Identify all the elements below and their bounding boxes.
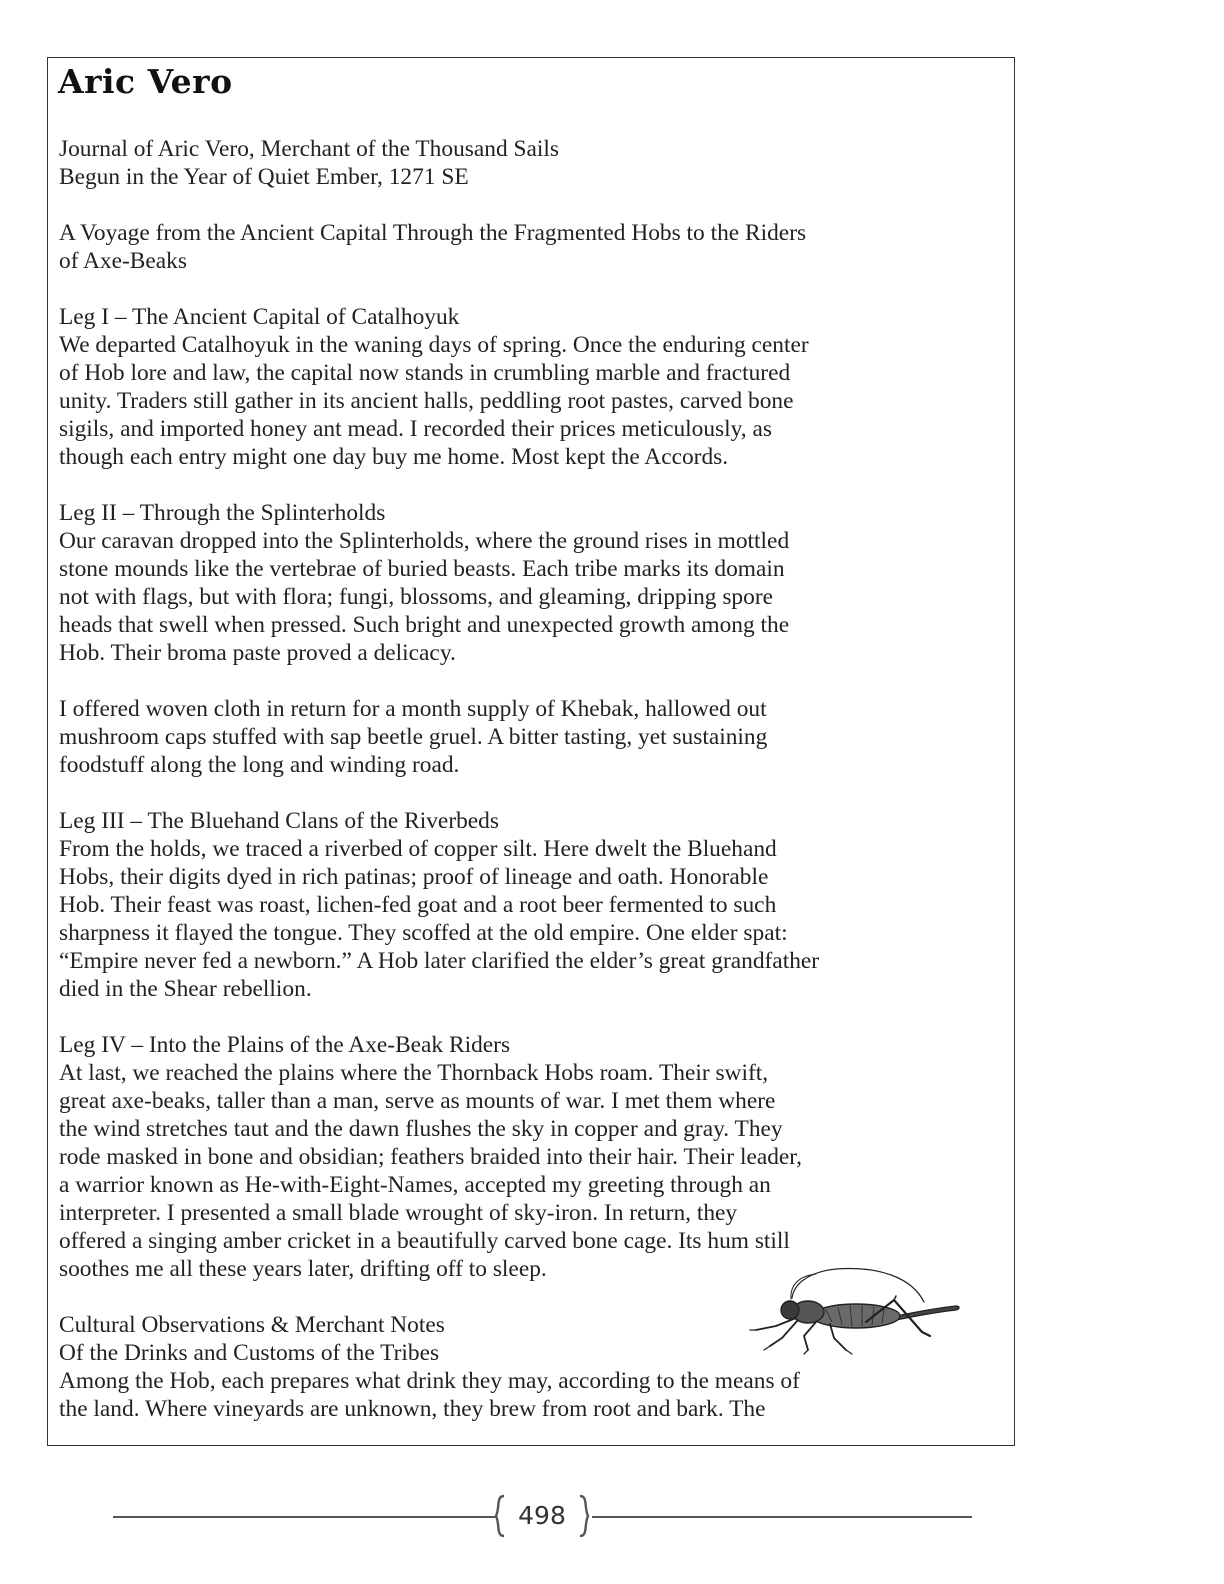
text-line: Among the Hob, each prepares what drink they may, according to the means of bbox=[59, 1368, 800, 1394]
paragraph bbox=[59, 303, 1009, 471]
text-line: Leg III – The Bluehand Clans of the Riverbeds bbox=[59, 808, 499, 834]
text-line: Hob. Their broma paste proved a delicacy. bbox=[59, 640, 456, 666]
text-line: though each entry might one day buy me home. Most kept the Accords. bbox=[59, 444, 729, 470]
text-line: died in the Shear rebellion. bbox=[59, 976, 312, 1002]
text-line: Leg IV – Into the Plains of the Axe-Beak Riders bbox=[59, 1032, 511, 1058]
page-title: Aric Vero bbox=[58, 62, 233, 101]
text-line: offered a singing amber cricket in a beautifully carved bone cage. Its hum still bbox=[59, 1228, 790, 1254]
text-line: of Hob lore and law, the capital now stands in crumbling marble and fractured bbox=[59, 360, 791, 386]
text-line: Of the Drinks and Customs of the Tribes bbox=[59, 1340, 440, 1366]
text-line: unity. Traders still gather in its ancient halls, peddling root pastes, carved bone bbox=[59, 388, 794, 414]
text-line: Our caravan dropped into the Splinterholds, where the ground rises in mottled bbox=[59, 528, 790, 554]
text-line: stone mounds like the vertebrae of buried beasts. Each tribe marks its domain bbox=[59, 556, 785, 582]
text-line: A Voyage from the Ancient Capital Through the Fragmented Hobs to the Riders bbox=[59, 220, 807, 246]
text-line: I offered woven cloth in return for a month supply of Khebak, hallowed out bbox=[59, 696, 767, 722]
paragraph bbox=[59, 695, 1009, 779]
text-line: the wind stretches taut and the dawn flushes the sky in copper and gray. They bbox=[59, 1116, 783, 1142]
text-line: Hobs, their digits dyed in rich patinas; proof of lineage and oath. Honorable bbox=[59, 864, 769, 890]
text-line: rode masked in bone and obsidian; feathers braided into their hair. Their leader, bbox=[59, 1144, 802, 1170]
text-line: foodstuff along the long and winding road. bbox=[59, 752, 460, 778]
text-line: At last, we reached the plains where the Thornback Hobs roam. Their swift, bbox=[59, 1060, 769, 1086]
journal-body bbox=[59, 135, 1009, 1451]
cricket-illustration bbox=[746, 1266, 966, 1358]
text-line: Journal of Aric Vero, Merchant of the Thousand Sails bbox=[59, 136, 559, 162]
paragraph bbox=[59, 499, 1009, 667]
text-line: mushroom caps stuffed with sap beetle gruel. A bitter tasting, yet sustaining bbox=[59, 724, 768, 750]
text-line: soothes me all these years later, drifting off to sleep. bbox=[59, 1256, 547, 1282]
footer-rule-left bbox=[113, 1516, 496, 1518]
text-line: “Empire never fed a newborn.” A Hob later clarified the elder’s great grandfather bbox=[59, 948, 820, 974]
text-line: sharpness it flayed the tongue. They scoffed at the old empire. One elder spat: bbox=[59, 920, 788, 946]
paragraph bbox=[59, 219, 1009, 275]
text-line: From the holds, we traced a riverbed of copper silt. Here dwelt the Bluehand bbox=[59, 836, 777, 862]
page-number-badge bbox=[494, 1494, 590, 1538]
text-line: interpreter. I presented a small blade wrought of sky-iron. In return, they bbox=[59, 1200, 738, 1226]
paragraph bbox=[59, 807, 1009, 1003]
text-line: not with flags, but with flora; fungi, blossoms, and gleaming, dripping spore bbox=[59, 584, 773, 610]
text-line: Hob. Their feast was roast, lichen-fed goat and a root beer fermented to such bbox=[59, 892, 777, 918]
footer-rule-right bbox=[592, 1516, 972, 1518]
text-line: Cultural Observations & Merchant Notes bbox=[59, 1312, 445, 1338]
text-line: of Axe-Beaks bbox=[59, 248, 187, 274]
paragraph bbox=[59, 1031, 1009, 1283]
text-line: sigils, and imported honey ant mead. I recorded their prices meticulously, as bbox=[59, 416, 772, 442]
text-line: a warrior known as He-with-Eight-Names, accepted my greeting through an bbox=[59, 1172, 771, 1198]
text-line: We departed Catalhoyuk in the waning days of spring. Once the enduring center bbox=[59, 332, 809, 358]
text-line: Leg I – The Ancient Capital of Catalhoyuk bbox=[59, 304, 460, 330]
text-line: Leg II – Through the Splinterholds bbox=[59, 500, 386, 526]
page-number: 498 bbox=[518, 1501, 566, 1530]
paragraph bbox=[59, 135, 1009, 191]
text-line: the land. Where vineyards are unknown, they brew from root and bark. The bbox=[59, 1396, 766, 1422]
text-line: heads that swell when pressed. Such bright and unexpected growth among the bbox=[59, 612, 790, 638]
text-line: great axe-beaks, taller than a man, serve as mounts of war. I met them where bbox=[59, 1088, 776, 1114]
text-line: Begun in the Year of Quiet Ember, 1271 SE bbox=[59, 164, 469, 190]
